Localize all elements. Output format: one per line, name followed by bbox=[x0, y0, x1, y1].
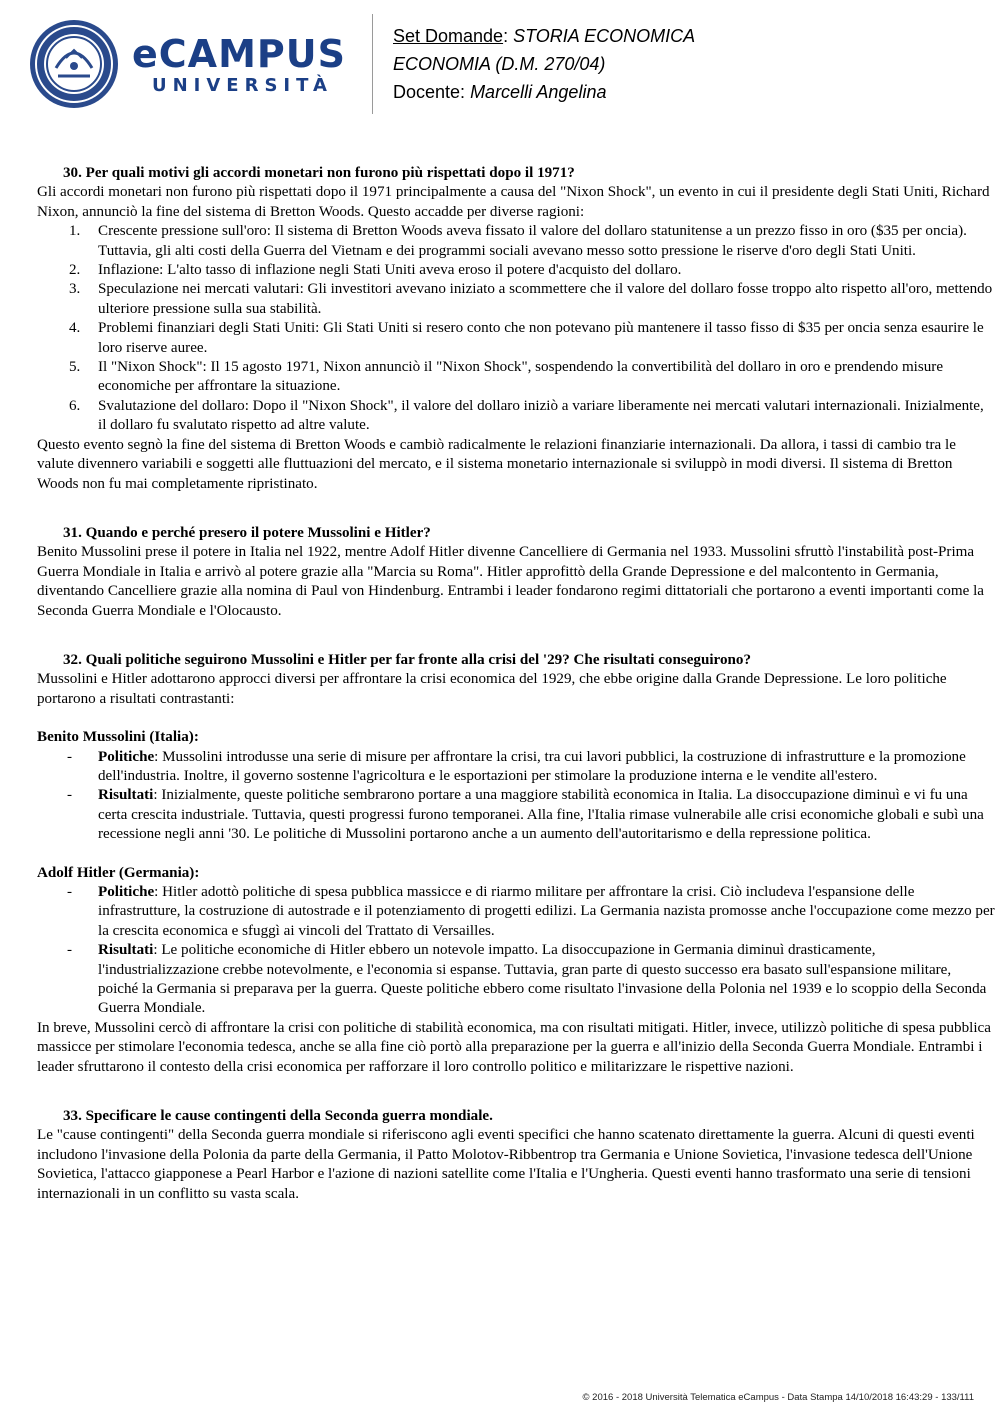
course-info bbox=[393, 22, 695, 106]
dash-bullet: - bbox=[67, 748, 73, 765]
mussolini-list bbox=[37, 748, 995, 845]
item-text: : Mussolini introdusse una serie di misure per affrontare la crisi, tra cui lavori pubblici, la costruzione di infrastrutture e la promozione dell'industria. Inoltre, il governo sostenne l'agricoltura e le esportazioni per stimolare la produzione interna e le vendite all'estero. bbox=[98, 748, 966, 784]
docente-label: Docente: bbox=[393, 82, 466, 102]
question-31 bbox=[37, 524, 995, 621]
answer-body: Benito Mussolini prese il potere in Italia nel 1922, mentre Adolf Hitler divenne Cancelliere di Germania nel 1933. Mussolini sfruttò l'instabilità post-Prima Guerra Mondiale in Italia e arrivò al potere grazie alla "Marcia su Roma". Hitler approfittò della Grande Depressione e del malcontento in Germania, diventando Cancelliere grazie alla nomina di Paul von Hindenburg. Entrambi i leader fondarono regimi dittatoriali che portarono a eventi importanti come la Seconda Guerra Mondiale e l'Olocausto. bbox=[37, 544, 984, 619]
list-item bbox=[37, 222, 995, 261]
list-number: 1. bbox=[69, 223, 81, 240]
list-item bbox=[37, 280, 995, 319]
mussolini-heading: Benito Mussolini (Italia): bbox=[37, 729, 199, 746]
section-spacer bbox=[37, 1077, 995, 1107]
numbered-list bbox=[37, 222, 995, 435]
header-divider bbox=[372, 14, 373, 114]
list-number: 6. bbox=[69, 397, 81, 414]
list-item-text: Inflazione: L'alto tasso di inflazione negli Stati Uniti aveva eroso il potere d'acquisto del dollaro. bbox=[98, 262, 682, 279]
question-33 bbox=[37, 1107, 995, 1204]
question-title: 33. Specificare le cause contingenti della Seconda guerra mondiale. bbox=[63, 1108, 493, 1125]
university-seal-icon bbox=[28, 18, 120, 110]
page-footer: © 2016 - 2018 Università Telematica eCampus - Data Stampa 14/10/2018 16:43:29 - 133/111 bbox=[582, 1392, 974, 1403]
course-line-2 bbox=[393, 50, 695, 78]
list-item bbox=[37, 319, 995, 358]
section-spacer bbox=[37, 494, 995, 524]
item-label: Risultati bbox=[98, 787, 154, 804]
list-item bbox=[37, 397, 995, 436]
question-title: 31. Quando e perché presero il potere Mussolini e Hitler? bbox=[63, 524, 431, 541]
answer-intro: Mussolini e Hitler adottarono approcci diversi per affrontare la crisi economica del 1929, che ebbe origine dalla Grande Depressione. Le loro politiche portarono a risultati contrastanti: bbox=[37, 671, 947, 707]
item-text: : Inizialmente, queste politiche sembrarono portare a una maggiore stabilità economica in Italia. La disoccupazione diminuì e vi fu una certa crescita industriale. Tuttavia, questi progressi furono temporanei. Alla fine, l'Italia rimase vulnerabile alle crisi economiche globali e subì una recessione negli anni '30. Le politiche di Mussolini portarono anche a un aumento dell'autoritarismo e della repressione politica. bbox=[98, 787, 984, 843]
section-spacer bbox=[37, 621, 995, 651]
list-item bbox=[37, 883, 995, 941]
answer-conclusion: Questo evento segnò la fine del sistema di Bretton Woods e cambiò radicalmente le relazioni finanziarie internazionali. Da allora, i tassi di cambio tra le valute divennero variabili e soggetti alle fluttuazioni del mercato, e il sistema monetario internazionale si sviluppò in modi diversi. Il sistema di Bretton Woods non fu mai completamente ripristinato. bbox=[37, 436, 956, 492]
item-text: : Le politiche economiche di Hitler ebbero un notevole impatto. La disoccupazione in Germania diminuì drasticamente, l'industrializzazione crebbe notevolmente, e l'economia si espanse. Tuttavia, gran parte di questo successo era basato sull'espansione militare, poiché la Germania si preparava per la guerra. Queste politiche ebbero come risultato l'invasione della Polonia nel 1939 e lo scoppio della Seconda Guerra Mondiale. bbox=[98, 942, 987, 1017]
brand-sub-text: UNIVERSITÀ bbox=[152, 75, 333, 96]
item-text: : Hitler adottò politiche di spesa pubblica massicce e di riarmo militare per affrontare la crisi. Ciò includeva l'espansione delle infrastrutture, la costruzione di autostrade e il potenziamento di progetti edilizi. La Germania nazista promosse anche l'occupazione come mezzo per la crescita economica e sfuggì ai vincoli del Trattato di Versailles. bbox=[98, 884, 995, 939]
paragraph-spacer bbox=[37, 709, 995, 728]
hitler-list bbox=[37, 883, 995, 1019]
item-label: Risultati bbox=[98, 942, 154, 959]
list-number: 2. bbox=[69, 262, 81, 279]
list-item bbox=[37, 358, 995, 397]
list-item-text: Svalutazione del dollaro: Dopo il "Nixon Shock", il valore del dollaro iniziò a variare liberamente nei mercati valutari internazionali. Inizialmente, il dollaro fu svalutato rispetto ad altre valute. bbox=[98, 397, 984, 434]
dash-bullet: - bbox=[67, 787, 73, 804]
dash-bullet: - bbox=[67, 942, 73, 959]
course-name-line-1: STORIA ECONOMICA bbox=[513, 26, 696, 46]
answer-body: Le "cause contingenti" della Seconda guerra mondiale si riferiscono agli eventi specifici che hanno scatenato direttamente la guerra. Alcuni di questi eventi includono l'invasione della Polonia da parte della Germania, il Patto Molotov-Ribbentrop tra Germania e Unione Sovietica, l'invasione tedesca dell'Unione Sovietica, l'attacco giapponese a Pearl Harbor e l'azione di nazioni satellite come l'Italia e l'Ungheria. Questi eventi hanno trasformato una serie di tensioni internazionali in un conflitto su vasta scala. bbox=[37, 1127, 975, 1202]
question-title: 30. Per quali motivi gli accordi monetari non furono più rispettati dopo il 1971? bbox=[63, 165, 575, 181]
item-label: Politiche bbox=[98, 748, 155, 765]
list-item bbox=[37, 786, 995, 844]
list-number: 5. bbox=[69, 359, 81, 376]
list-item bbox=[37, 941, 995, 1019]
list-item bbox=[37, 261, 995, 280]
course-name-line-2: ECONOMIA (D.M. 270/04) bbox=[393, 54, 606, 74]
list-item-text: Problemi finanziari degli Stati Uniti: Gli Stati Uniti si resero conto che non potevano più mantenere il tasso fisso di $35 per oncia senza esaurire le loro riserve auree. bbox=[98, 320, 984, 356]
course-line-1 bbox=[393, 22, 695, 50]
brand-wordmark bbox=[132, 34, 346, 98]
set-colon: : bbox=[503, 26, 509, 46]
list-item-text: Speculazione nei mercati valutari: Gli investitori avevano iniziato a scommettere che il valore del dollaro fosse troppo alto rispetto all'oro, mettendo ulteriore pressione sulla sua stabilità. bbox=[98, 281, 993, 317]
question-32 bbox=[37, 651, 995, 1077]
list-number: 3. bbox=[69, 281, 81, 298]
paragraph-spacer bbox=[37, 845, 995, 864]
question-title: 32. Quali politiche seguirono Mussolini e Hitler per far fronte alla crisi del '29? Che risultati conseguirono? bbox=[63, 651, 752, 668]
question-30 bbox=[37, 164, 995, 494]
dash-bullet: - bbox=[67, 884, 73, 900]
docente-line bbox=[393, 78, 695, 106]
list-item-text: Crescente pressione sull'oro: Il sistema di Bretton Woods aveva fissato il valore del dollaro statunitense a un prezzo fisso in oro ($35 per oncia). Tuttavia, gli alti costi della Guerra del Vietnam e dei programmi sociali avevano messo sotto pressione le riserve d'oro degli Stati Uniti. bbox=[98, 223, 967, 259]
document-body bbox=[37, 164, 995, 1204]
list-number: 4. bbox=[69, 320, 81, 337]
set-label: Set Domande bbox=[393, 26, 504, 46]
ecampus-logo bbox=[28, 16, 368, 116]
list-item-text: Il "Nixon Shock": Il 15 agosto 1971, Nixon annunciò il "Nixon Shock", sospendendo la convertibilità del dollaro in oro e prendendo misure economiche per affrontare la situazione. bbox=[98, 359, 944, 395]
docente-name: Marcelli Angelina bbox=[470, 82, 607, 102]
brand-main-text: eCAMPUS bbox=[132, 32, 346, 76]
item-label: Politiche bbox=[98, 884, 155, 900]
list-item bbox=[37, 748, 995, 787]
answer-intro: Gli accordi monetari non furono più rispettati dopo il 1971 principalmente a causa del "Nixon Shock", un evento in cui il presidente degli Stati Uniti, Richard Nixon, annunciò la fine del sistema di Bretton Woods. Questo accadde per diverse ragioni: bbox=[37, 184, 990, 220]
answer-conclusion: In breve, Mussolini cercò di affrontare la crisi con politiche di stabilità economica, ma con risultati mitigati. Hitler, invece, utilizzò politiche di spesa pubblica massicce per stimolare l'economia tedesca, anche se alla fine ciò portò alla preparazione per la guerra e all'inizio della Seconda Guerra Mondiale. Entrambi i leader sfruttarono il contesto della crisi economica per rafforzare il loro controllo politico e militarizzare le rispettive nazioni. bbox=[37, 1019, 991, 1075]
hitler-heading: Adolf Hitler (Germania): bbox=[37, 864, 200, 881]
